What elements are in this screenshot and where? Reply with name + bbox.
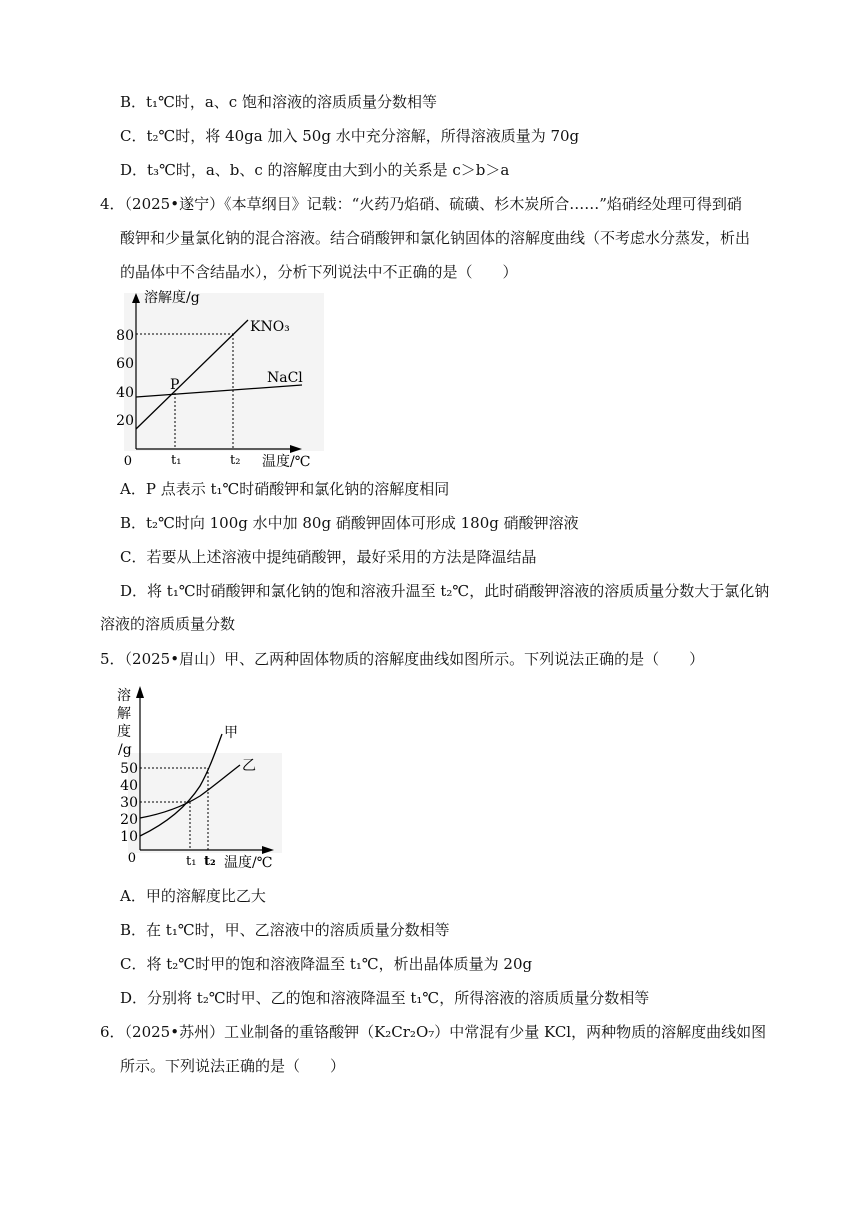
y-axis-arrow <box>136 686 144 698</box>
q5-option-a: A．甲的溶解度比乙大 <box>120 887 266 905</box>
yi-label: 乙 <box>242 758 256 774</box>
q4-option-c: C．若要从上述溶液中提纯硝酸钾，最好采用的方法是降温结晶 <box>120 548 537 566</box>
q4-option-a: A．P 点表示 t₁℃时硝酸钾和氯化钠的溶解度相同 <box>120 480 450 498</box>
x-axis-label: 温度/℃ <box>224 855 273 871</box>
y-label-char-3: 度 <box>117 724 131 740</box>
y-tick-40: 40 <box>120 778 138 794</box>
nacl-label: NaCl <box>267 370 303 386</box>
q4-stem-line2: 酸钾和少量氯化钠的混合溶液。结合硝酸钾和氯化钠固体的溶解度曲线（不考虑水分蒸发，析出 <box>120 229 751 247</box>
jia-label: 甲 <box>224 725 238 741</box>
y-tick-30: 30 <box>120 795 138 811</box>
q3-option-d: D．t₃℃时，a、b、c 的溶解度由大到小的关系是 c＞b＞a <box>120 161 510 179</box>
x-axis-label: 温度/℃ <box>262 454 311 470</box>
kno3-label: KNO₃ <box>250 319 290 335</box>
q4-solubility-chart <box>110 285 350 475</box>
q5-option-d: D．分别将 t₂℃时甲、乙的饱和溶液降温至 t₁℃，所得溶液的溶质质量分数相等 <box>120 989 650 1007</box>
y-axis-label: 溶解度/g <box>144 290 200 306</box>
q6-stem-line2: 所示。下列说法正确的是（ ） <box>120 1057 346 1075</box>
origin-label: 0 <box>127 851 136 866</box>
x-tick-t2: t₂ <box>230 453 241 468</box>
y-label-char-2: 解 <box>117 706 131 722</box>
x-tick-t1: t₁ <box>171 453 182 468</box>
q5-stem: 5．（2025•眉山）甲、乙两种固体物质的溶解度曲线如图所示。下列说法正确的是（ ） <box>100 650 705 668</box>
y-tick-10: 10 <box>120 829 138 845</box>
q3-option-b: B．t₁℃时，a、c 饱和溶液的溶质质量分数相等 <box>120 93 437 111</box>
q4-stem-line3: 的晶体中不含结晶水），分析下列说法中不正确的是（ ） <box>120 263 518 281</box>
y-tick-60: 60 <box>116 356 134 372</box>
y-tick-80: 80 <box>116 328 134 344</box>
q5-solubility-chart <box>112 678 292 874</box>
q3-option-c: C．t₂℃时，将 40ga 加入 50g 水中充分溶解，所得溶液质量为 70g <box>120 127 580 145</box>
origin-label: 0 <box>123 454 132 469</box>
q4-option-d-line2: 溶液的溶质质量分数 <box>100 615 236 633</box>
q5-option-c: C．将 t₂℃时甲的饱和溶液降温至 t₁℃，析出晶体质量为 20g <box>120 955 533 973</box>
x-tick-t1: t₁ <box>186 854 197 869</box>
y-tick-20: 20 <box>120 812 138 828</box>
y-label-char-1: 溶 <box>117 688 131 704</box>
y-label-char-4: /g <box>118 742 132 758</box>
y-tick-20: 20 <box>116 413 134 429</box>
q4-stem-line1: 4．（2025•遂宁）《本草纲目》记载：“火药乃焰硝、硫磺、杉木炭所合……”焰硝经处理可得到硝 <box>100 195 742 213</box>
y-tick-50: 50 <box>120 761 138 777</box>
y-tick-40: 40 <box>116 385 134 401</box>
q4-option-b: B．t₂℃时向 100g 水中加 80g 硝酸钾固体可形成 180g 硝酸钾溶液 <box>120 514 579 532</box>
q5-option-b: B．在 t₁℃时，甲、乙溶液中的溶质质量分数相等 <box>120 921 450 939</box>
q6-stem-line1: 6．（2025•苏州）工业制备的重铬酸钾（K₂Cr₂O₇）中常混有少量 KCl，两种物质的溶解度曲线如图 <box>100 1023 767 1041</box>
q4-option-d-line1: D．将 t₁℃时硝酸钾和氯化钠的饱和溶液升温至 t₂℃，此时硝酸钾溶液的溶质质量分数大于氯化钠 <box>120 582 770 600</box>
x-tick-t2: t₂ <box>204 854 216 869</box>
point-p-label: P <box>170 377 180 393</box>
